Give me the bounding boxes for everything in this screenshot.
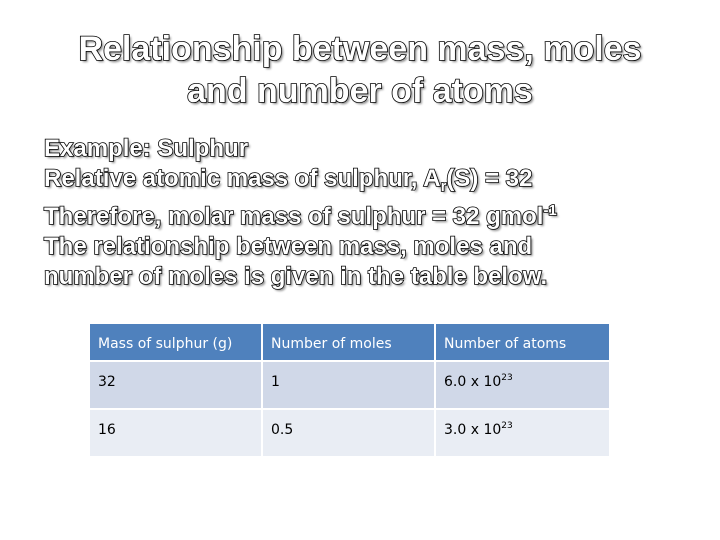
cell-atoms — [436, 410, 609, 458]
cell-mass: 16 — [90, 410, 263, 458]
table-row — [90, 362, 609, 410]
body-line-relationship-1: The relationship between mass, moles and — [44, 233, 533, 260]
atoms-exponent: 23 — [501, 373, 513, 383]
cell-mass: 32 — [90, 362, 263, 410]
sulphur-table — [90, 324, 609, 458]
molar-mass-superscript: -1 — [543, 202, 557, 219]
header-atoms: Number of atoms — [436, 324, 609, 362]
atoms-base: 3.0 x 10 — [444, 422, 502, 438]
cell-moles: 0.5 — [263, 410, 436, 458]
slide-body — [44, 134, 704, 292]
slide-title — [0, 28, 720, 112]
ram-subscript: r — [440, 178, 447, 195]
body-line-relationship-2: number of moles is given in the table below. — [44, 263, 548, 290]
body-line-relative-atomic-mass — [44, 164, 704, 202]
header-moles: Number of moles — [263, 324, 436, 362]
ram-suffix: (S) = 32 — [446, 165, 533, 192]
atoms-exponent: 23 — [501, 421, 513, 431]
header-mass: Mass of sulphur (g) — [90, 324, 263, 362]
cell-moles: 1 — [263, 362, 436, 410]
atoms-base: 6.0 x 10 — [444, 374, 502, 390]
body-line-molar-mass — [44, 202, 704, 232]
table-row — [90, 410, 609, 458]
title-line-1: Relationship between mass, moles — [78, 30, 642, 68]
cell-atoms — [436, 362, 609, 410]
molar-mass-prefix: Therefore, molar mass of sulphur = 32 gmol — [44, 203, 544, 230]
title-line-2: and number of atoms — [187, 72, 533, 110]
table-header-row — [90, 324, 609, 362]
ram-prefix: Relative atomic mass of sulphur, A — [44, 165, 441, 192]
body-line-example: Example: Sulphur — [44, 135, 249, 162]
